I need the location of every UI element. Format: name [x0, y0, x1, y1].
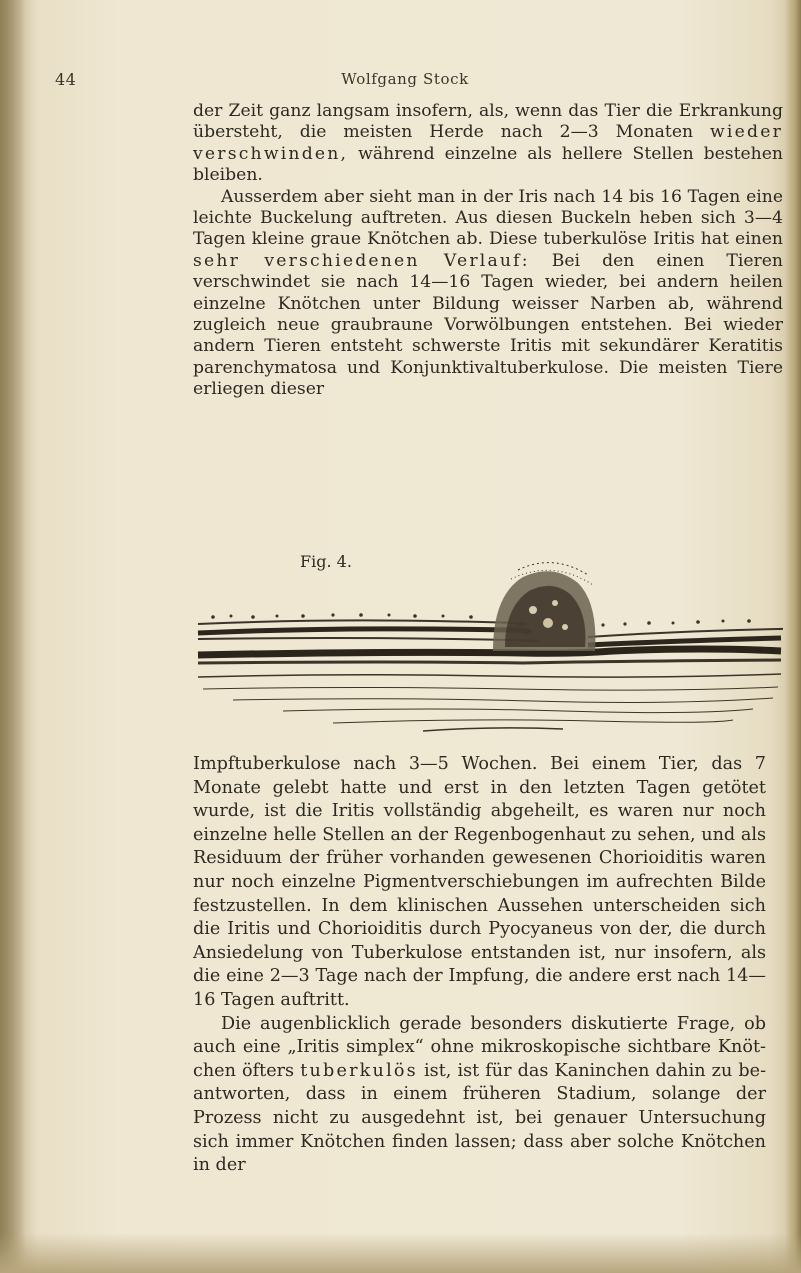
- page-edge: [785, 0, 801, 1273]
- page-number: 44: [55, 70, 77, 89]
- spaced-emphasis: tuberkulös: [300, 1060, 418, 1081]
- text-run: während einzelne als hellere Stellen bestehen bleiben.: [193, 143, 783, 186]
- text-run: ist, ist für das Kaninchen dahin zu beantworten, dass in einem früheren Stadium, solange der Prozess nicht zu ausgedehnt ist, bei genauer Untersuchung sich immer Knötchen finden lassen; dass aber solche Knötchen in der: [193, 1060, 767, 1176]
- spaced-emphasis: sehr verschiedenen Verlauf:: [193, 250, 530, 271]
- text-run: Bei den einen Tieren verschwindet sie nach 14—16 Tagen wieder, bei andern heilen einzelne Knötchen unter Bildung weisser Narben ab, während zugleich neue graubraune Vorwölbungen entstehen. Bei wieder andern Tieren entsteht schwerste Iritis mit sekundärer Keratitis parenchymatosa und Konjunktivaltuberkulose. Die meisten Tiere erliegen dieser: [193, 250, 783, 400]
- text-block-after-figure: [193, 753, 766, 1178]
- text-run: der Zeit ganz langsam insofern, als, wenn das Tier die Erkrankung übersteht, die meisten Herde nach 2—3 Monaten: [193, 101, 783, 143]
- bottom-shadow: [0, 1233, 801, 1273]
- paragraph: [193, 187, 783, 401]
- paragraph: [193, 101, 783, 187]
- histology-figure: [193, 555, 783, 755]
- text-run: Impftuberkulose nach 3—5 Wochen. Bei einem Tier, das 7 Monate gelebt hatte und erst in den letzten Tagen getötet wurde, ist die Iritis vollständig abgeheilt, es waren nur noch einzelne helle Stellen an der Regenbogenhaut zu sehen, und als Residuum der früher vorhanden gewesenen Chorioiditis waren nur noch einzelne Pigmentverschiebungen im aufrechten Bilde festzustellen. In dem klinischen Aussehen unterscheiden sich die Iritis und Chorioiditis durch Pyocyaneus von der, die durch Ansiedelung von Tuberkulose entstanden ist, nur insofern, als die eine 2—3 Tage nach der Impfung, die andere erst nach 14—16 Tagen auftritt.: [193, 754, 766, 1010]
- running-head: Wolfgang Stock: [341, 70, 469, 88]
- text-run: Die augenblicklich gerade besonders diskutierte Frage, ob auch eine „Iritis simplex“ ohne mikroskopische sichtbare Knötchen öfters: [193, 1013, 766, 1081]
- binding-shadow: [0, 0, 26, 1273]
- text-block-before-figure: [193, 101, 783, 401]
- figure-illustration: [193, 555, 783, 755]
- page-header: [55, 70, 755, 94]
- figure-label: Fig. 4.: [300, 552, 352, 571]
- paragraph: [193, 1013, 766, 1178]
- text-run: Ausserdem aber sieht man in der Iris nach 14 bis 16 Tagen eine leichte Buckelung auftreten. Aus diesen Buckeln heben sich 3—4 Tagen kleine graue Knötchen ab. Diese tuberkulöse Iritis hat einen: [193, 186, 783, 250]
- spaced-emphasis: wieder verschwinden,: [193, 122, 783, 164]
- paragraph: [193, 753, 766, 1013]
